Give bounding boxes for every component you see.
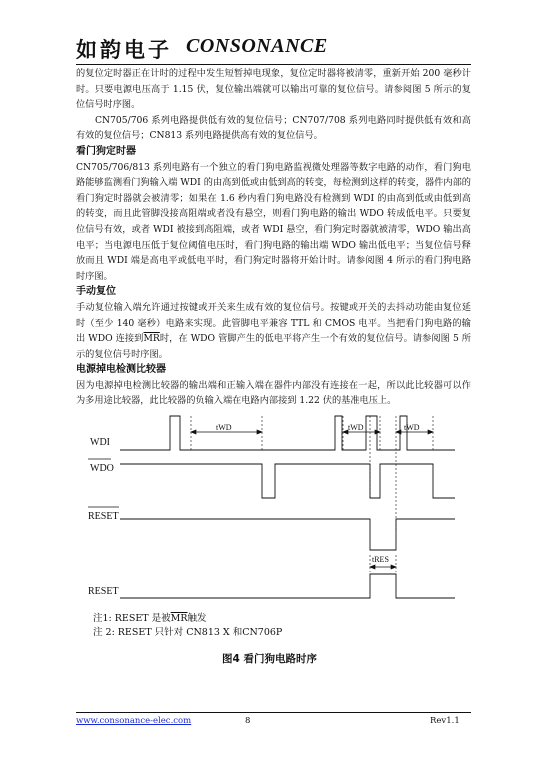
- label-wdo: WDO: [90, 463, 114, 474]
- twd-label-2: tWD: [348, 423, 364, 432]
- heading-manual-reset: 手动复位: [76, 286, 116, 298]
- footer-divider: [76, 712, 471, 713]
- paragraph-comparator: 因为电源掉电检测比较器的输出端和正输入端在器件内部没有连接在一起，所以此比较器可以作为多用途比较器，此比较器的负输入端在电路内部接到 1.22 伏的基准电压上。: [76, 379, 471, 407]
- twd-label-3: tWD: [404, 423, 420, 432]
- wdo-waveform: [120, 464, 455, 498]
- manual-reset-text-b: 时，在 WDO 管脚产生的低电平将产生一个有效的复位信号。请参阅图 5 所示的复位信号时序图。: [76, 333, 471, 360]
- footer-page-number: 8: [245, 716, 251, 726]
- paragraph-reset-outputs: CN705/706 系列电路提供低有效的复位信号；CN707/708 系列电路同时提供低有效和高有效的复位信号；CN813 系列电路提供高有效的复位信号。: [76, 114, 471, 142]
- label-reset-bar: RESET: [88, 511, 119, 522]
- paragraph-manual-reset: [76, 300, 471, 362]
- note1-text-b: 触发: [187, 613, 207, 624]
- header-divider: [76, 64, 471, 65]
- note-1: [93, 612, 207, 625]
- tres-label: tRES: [372, 555, 389, 564]
- label-wdi: WDI: [90, 437, 110, 448]
- twd-label-1: tWD: [216, 423, 232, 432]
- heading-watchdog: 看门狗定时器: [76, 145, 136, 157]
- wdi-waveform: [120, 416, 455, 450]
- footer-website-link[interactable]: www.consonance-elec.com: [76, 716, 192, 726]
- reset-bar-waveform: [120, 519, 455, 550]
- note1-mr: $\overline{MR}$: [170, 613, 188, 624]
- manual-reset-text-a: 手动复位输入端允许通过按键或开关来生成有效的复位信号。按键或开关的去抖动功能由复位延时（至少 140 毫秒）电路来实现。此管脚电平兼容 TTL 和 CMOS 电平。当把看门狗电路的输出 WDO 连接到: [76, 301, 471, 345]
- manual-reset-mr: $\overline{MR}$: [143, 333, 160, 345]
- document-body: [76, 66, 471, 409]
- figure-caption: 图4 看门狗电路时序: [222, 653, 317, 665]
- paragraph-watchdog: CN705/706/813 系列电路有一个独立的看门狗电路监视微处理器等数字电路的动作，看门狗电路能够监测看门狗输入端 WDI 的由高到低或由低到高的转变，每检测到这样的转变，器件内部的看门狗定时器就会被清零；如果在 1.6 秒内看门狗电路没有检测到 WDI 的由高到低或由低到高的转变，而且此管脚没接高阻端或者没有悬空，则看门狗电路的输出 WDO 转成低电平。只要复位信号有效，或者 WDI 被接到高阻端，或者 WDI 悬空，看门狗定时器就被清零，WDO 输出高电平；当电源电压低于复位阈值电压时，看门狗电路的输出端 WDO 输出低电平；当复位信号释放而且 WDI 端是高电平或低电平时，看门狗定时器将开始计时。请参阅图 4 所示的看门狗电路时序图。: [76, 161, 471, 282]
- brand-chinese-name: 如韵电子: [76, 37, 172, 62]
- paragraph-reset-timer: 的复位定时器正在计时的过程中发生短暂掉电现象，复位定时器将被清零，重新开始 200 毫秒计时。只要电源电压高于 1.15 伏，复位输出端就可以输出可靠的复位信号。请参阅图 5 所示的复位信号时序图。: [76, 68, 471, 111]
- brand-english-name: CONSONANCE: [186, 35, 328, 57]
- note1-text-a: 注1: RESET 是被: [93, 613, 171, 624]
- label-reset: RESET: [88, 586, 119, 597]
- heading-comparator: 电源掉电检测比较器: [76, 364, 166, 376]
- page-header: [76, 30, 471, 64]
- note-2: 注 2: RESET 只针对 CN813 X 和CN706P: [93, 627, 283, 638]
- footer-revision: Rev1.1: [430, 716, 460, 726]
- reset-waveform: [120, 574, 455, 598]
- watchdog-timing-diagram: [80, 410, 460, 625]
